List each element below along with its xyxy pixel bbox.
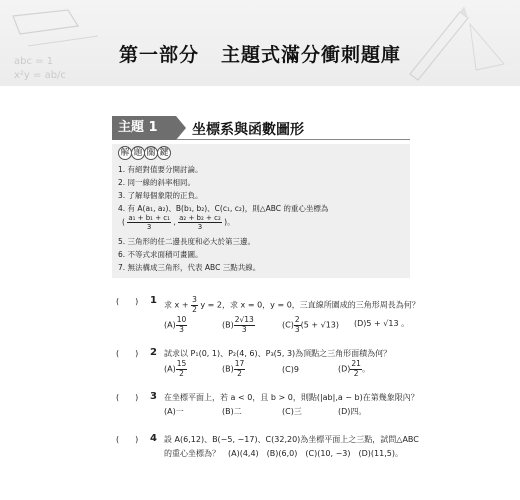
frac-den: 3 [294,324,300,334]
key-point-6: 6. 不等式求面積可畫圖。 [118,250,203,259]
key-label-char-3: 關 [144,146,158,160]
centroid-comma: , [173,217,176,227]
option-label: (C) [282,407,294,416]
chalk-text-2: x²y = ab/c [14,70,66,81]
stem-part-b: y = 2，求 x = 0，y = 0，三直線所圍成的三角形周長為何？ [200,300,420,310]
option-label: (D) [354,319,367,328]
option-tail: 三 [293,407,302,416]
option-label: (B) [222,320,234,330]
option-c[interactable] [282,316,339,334]
centroid-x-num: a₁ + b₁ + c₁ [128,214,170,222]
key-points-label [118,146,170,160]
option-c[interactable] [282,406,302,417]
option-tail: 一 [175,407,184,416]
page-header-banner [0,0,520,86]
option-b[interactable] [222,406,242,417]
answer-blank[interactable]: ( ) [116,435,139,444]
centroid-close: )。 [224,217,235,227]
frac-den: 2 [353,368,359,378]
centroid-open: ( [122,217,125,227]
option-fraction [234,316,255,334]
option-c[interactable] [282,365,299,374]
option-d[interactable] [354,318,409,329]
frac-num: 21 [351,359,361,368]
frac-num: 15 [176,359,187,368]
option-label: (B) [222,407,234,416]
stem-frac-den: 2 [192,304,197,314]
question-stem: 試求以 P₁(0, 1)、P₂(4, 6)、P₃(5, 3)為頂點之三角形面積為何？ [164,349,392,358]
option-tail: 二 [233,407,242,416]
centroid-formula [122,214,235,231]
question-3 [112,391,419,422]
part-label: 第一部分 [118,44,199,66]
frac-den: 2 [237,368,242,378]
frac-den: 2 [179,368,184,378]
question-1 [112,295,420,336]
option-tail: 四。 [350,407,367,416]
option-b[interactable] [222,316,255,334]
key-point-4: 4. 有 A(a₁, a₂)、B(b₁, b₂)、C(c₁, c₂)，則△ABC 的重心坐標為 [118,204,329,213]
option-label: (D) [338,407,351,416]
question-stem: 設 A(6,12)、B(−5, −17)、C(32,20)為坐標平面上之三點，試問△ABC [164,435,419,444]
centroid-y-fraction [178,214,222,231]
option-label: (B) [222,364,234,374]
question-stem-line-2: 的重心坐標為？ (A)(4,4) (B)(6,0) (C)(10, −3) (D)(11,5)。 [164,449,403,458]
key-label-char-4: 鍵 [157,146,171,160]
frac-num: 2 [294,315,300,324]
option-tail: (5 + √13) [300,320,340,330]
option-tail: 。 [361,364,370,374]
frac-den: 3 [241,324,247,334]
option-d[interactable] [338,360,370,378]
frac-den: 3 [179,324,184,334]
option-label: (C) [282,320,294,330]
centroid-y-num: a₂ + b₂ + c₂ [179,214,221,222]
stem-frac-num: 3 [192,295,197,304]
option-a[interactable] [164,360,187,378]
question-2 [112,348,412,386]
key-point-7: 7. 無法構成三角形，代表 ABC 三點共線。 [118,263,261,272]
option-fraction [176,360,188,378]
key-point-2: 2. 同一線的斜率相同。 [118,178,196,187]
question-stem [164,296,420,314]
option-label: (A) [164,407,176,416]
centroid-y-den: 3 [197,223,203,231]
option-d[interactable] [338,406,366,417]
question-number: 4 [150,433,157,444]
option-label: (A) [164,320,176,330]
key-point-5: 5. 三角形的任二邊長度和必大於第三邊。 [118,237,256,246]
option-fraction [176,316,188,334]
topic-underline [176,139,410,140]
answer-blank[interactable]: ( ) [116,349,139,358]
centroid-x-den: 3 [146,223,152,231]
question-stem: 在坐標平面上，若 a < 0，且 b > 0，則點(|ab|,a − b)在第幾象限內？ [164,393,419,402]
option-tail: 9 [293,365,299,374]
topic-title: 坐標系與函數圖形 [192,122,304,138]
option-fraction [234,360,246,378]
bank-title: 主題式滿分衝刺題庫 [221,44,402,66]
frac-num: 2√13 [234,315,254,324]
key-label-char-1: 解 [118,146,132,160]
question-number: 1 [150,295,157,306]
option-label: (C) [282,365,294,374]
answer-blank[interactable]: ( ) [116,297,139,306]
topic-tag: 主題 1 [112,116,176,140]
option-a[interactable] [164,406,184,417]
question-4 [112,433,419,464]
stem-part-a: 求 x + [164,300,189,310]
key-points-box [112,144,410,278]
key-point-1: 1. 有絕對值要分開討論。 [118,165,203,174]
option-fraction [350,360,362,378]
stem-fraction [191,296,198,314]
key-label-char-2: 題 [131,146,145,160]
question-number: 2 [150,347,157,358]
option-b[interactable] [222,360,245,378]
option-label: (D) [338,364,351,374]
question-number: 3 [150,391,157,402]
answer-blank[interactable]: ( ) [116,393,139,402]
key-point-3: 3. 了解每個象限的正負。 [118,191,203,200]
topic-header [112,116,410,140]
chalk-text-1: abc = 1 [14,56,54,67]
option-a[interactable] [164,316,187,334]
frac-num: 10 [176,315,187,324]
option-label: (A) [164,364,176,374]
option-fraction [294,316,301,334]
frac-num: 17 [234,359,245,368]
option-tail: 5 + √13 。 [366,319,410,328]
centroid-x-fraction [127,214,171,231]
page-title [0,40,520,67]
